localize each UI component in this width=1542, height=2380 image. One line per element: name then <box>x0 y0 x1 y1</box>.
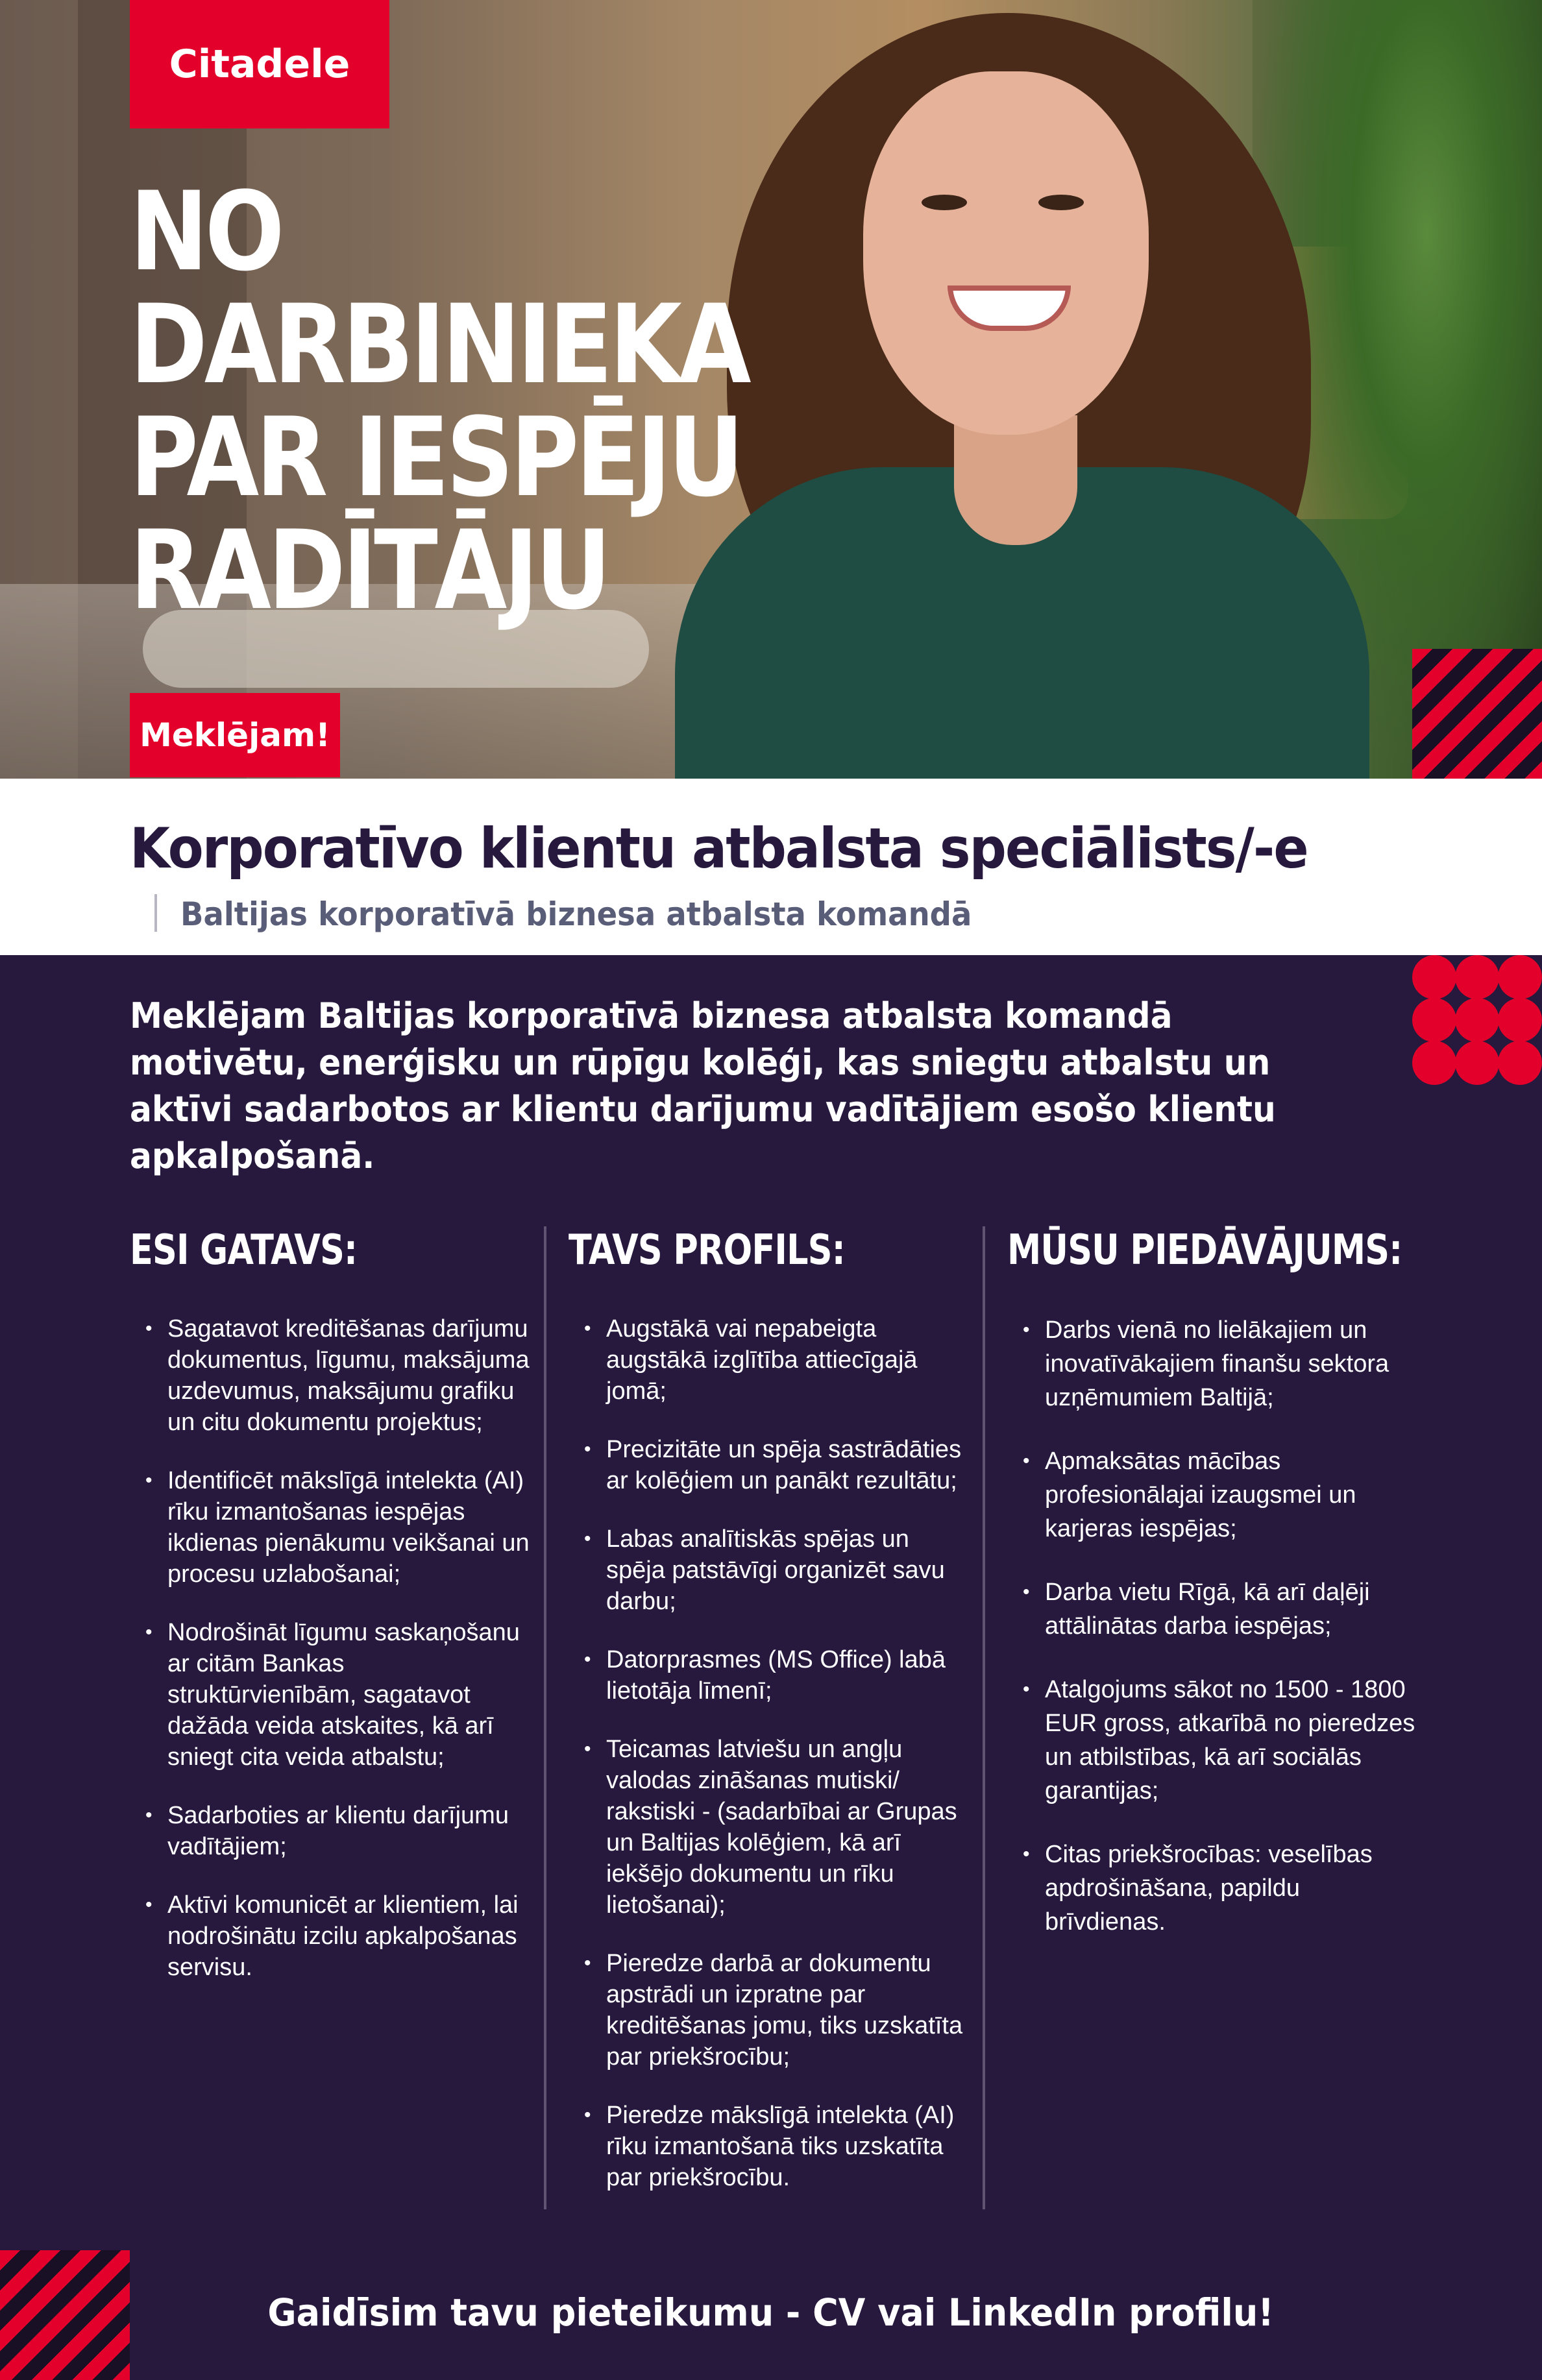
list-item: • Augstākā vai nepabeigta augstākā izglītība attiecīgajā jomā; <box>569 1313 971 1407</box>
list-item: • Sagatavot kreditēšanas darījumu dokumentus, līgumu, maksājuma uzdevumus, maksājumu grafiku un citu dokumentu projektus; <box>130 1313 532 1438</box>
footer-cta: Gaidīsim tavu pieteikumu - CV vai LinkedIn profilu! <box>267 2290 1275 2335</box>
headline-line: NO <box>130 168 282 295</box>
stripes-decoration <box>1412 649 1542 779</box>
headline-line: DARBINIEKA <box>130 281 748 408</box>
column-tavs-profils <box>569 1226 971 2220</box>
list-item: • Atalgojums sākot no 1500 - 1800 EUR gross, atkarībā no pieredzes un atbilstības, kā arī sociālās garantijas; <box>1007 1673 1423 1808</box>
intro-text: Meklējam Baltijas korporatīvā biznesa atbalsta komandā motivētu, enerģisku un rūpīgu kolēģi, kas sniegtu atbalstu un aktīvi sadarbotos ar klientu darījumu vadītājiem esošo klientu apkalpošanā. <box>130 995 1276 1176</box>
job-subtitle: Baltijas korporatīvā biznesa atbalsta komandā <box>180 895 972 933</box>
list-item: • Nodrošināt līgumu saskaņošanu ar citām Bankas struktūrvienībām, sagatavot dažāda veida atskaites, kā arī sniegt cita veida atbalstu; <box>130 1617 532 1773</box>
list-item: • Aktīvi komunicēt ar klientiem, lai nodrošinātu izcilu apkalpošanas servisu. <box>130 1889 532 1983</box>
list-item: • Darba vietu Rīgā, kā arī daļēji attālinātas darba iespējas; <box>1007 1575 1423 1643</box>
headline-line: PAR IESPĒJU <box>130 394 741 521</box>
job-title: Korporatīvo klientu atbalsta speciālists/-e <box>130 816 1308 881</box>
column-musu-piedavajums <box>1007 1226 1423 1969</box>
list-item: • Darbs vienā no lielākajiem un inovatīvākajiem finanšu sektora uzņēmumiem Baltijā; <box>1007 1313 1423 1415</box>
list-item: • Labas analītiskās spējas un spēja patstāvīgi organizēt savu darbu; <box>569 1524 971 1617</box>
list-item: • Precizitāte un spēja sastrādāties ar kolēģiem un panākt rezultātu; <box>569 1434 971 1496</box>
subtitle-divider <box>154 894 157 932</box>
list-item: • Datorprasmes (MS Office) labā lietotāja līmenī; <box>569 1644 971 1706</box>
list-item: • Apmaksātas mācības profesionālajai izaugsmei un karjeras iespējas; <box>1007 1444 1423 1546</box>
headline-line: RADĪTĀJU <box>130 507 608 634</box>
list-item: • Teicamas latviešu un angļu valodas zināšanas mutiski/ rakstiski - (sadarbībai ar Grupas un Baltijas kolēģiem, kā arī iekšējo dokumentu un rīku lietošanai); <box>569 1734 971 1921</box>
list-item: • Pieredze mākslīgā intelekta (AI) rīku izmantošanā tiks uzskatīta par priekšrocību. <box>569 2100 971 2193</box>
column-heading: ESI GATAVS: <box>130 1226 358 1274</box>
column-divider <box>983 1226 985 2209</box>
meklejam-badge: Meklējam! <box>130 693 340 777</box>
column-esi-gatavs <box>130 1226 532 2010</box>
column-heading: MŪSU PIEDĀVĀJUMS: <box>1007 1226 1402 1274</box>
list-item: • Sadarboties ar klientu darījumu vadītājiem; <box>130 1800 532 1862</box>
hero-headline <box>130 168 772 634</box>
list-item: • Identificēt mākslīgā intelekta (AI) rīku izmantošanas iespējas ikdienas pienākumu veikšanai un procesu uzlabošanai; <box>130 1465 532 1590</box>
column-heading: TAVS PROFILS: <box>569 1226 845 1274</box>
citadele-logo: Citadele <box>130 0 389 128</box>
dots-decoration <box>1412 955 1542 1085</box>
column-divider <box>544 1226 546 2209</box>
list-item: • Citas priekšrocības: veselības apdrošināšana, papildu brīvdienas. <box>1007 1838 1423 1939</box>
list-item: • Pieredze darbā ar dokumentu apstrādi un izpratne par kreditēšanas jomu, tiks uzskatīta par priekšrocību; <box>569 1948 971 2072</box>
